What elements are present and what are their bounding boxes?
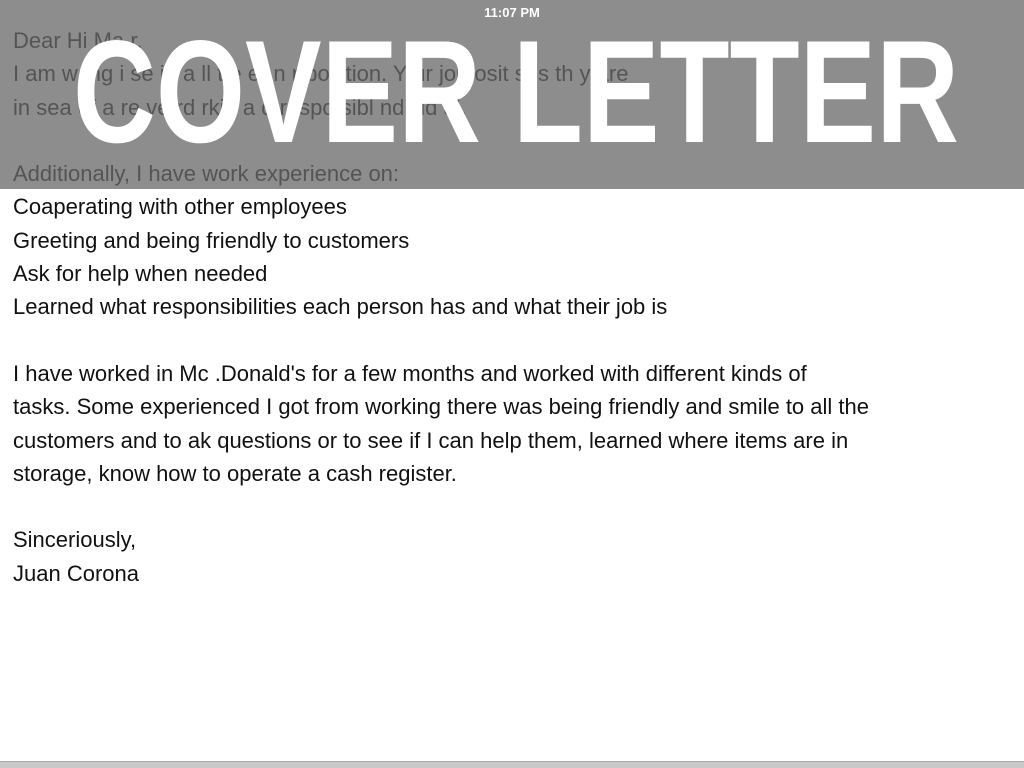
work-paragraph-line: storage, know how to operate a cash register. bbox=[13, 460, 457, 486]
paragraph-spacer bbox=[13, 490, 1013, 523]
letter-signature: Juan Corona bbox=[13, 560, 139, 586]
paragraph-spacer bbox=[13, 324, 1013, 357]
work-paragraph-line: I have worked in Mc .Donald's for a few months and worked with different kinds of bbox=[13, 360, 807, 386]
status-bar bbox=[0, 0, 1024, 24]
banner-title: COVER LETTER bbox=[73, 10, 959, 173]
page-bottom-edge bbox=[0, 761, 1024, 768]
status-time: 11:07 PM bbox=[484, 5, 540, 20]
work-paragraph-line: tasks. Some experienced I got from working there was being friendly and smile to all the bbox=[13, 394, 869, 420]
title-banner bbox=[0, 0, 1024, 189]
experience-item: Coaperating with other employees bbox=[13, 194, 347, 220]
letter-closing: Sinceriously, bbox=[13, 527, 137, 553]
experience-item: Greeting and being friendly to customers bbox=[13, 227, 410, 253]
experience-item: Ask for help when needed bbox=[13, 261, 268, 287]
work-paragraph-line: customers and to ak questions or to see if I can help them, learned where items are in bbox=[13, 427, 849, 453]
experience-item: Learned what responsibilities each person has and what their job is bbox=[13, 294, 668, 320]
